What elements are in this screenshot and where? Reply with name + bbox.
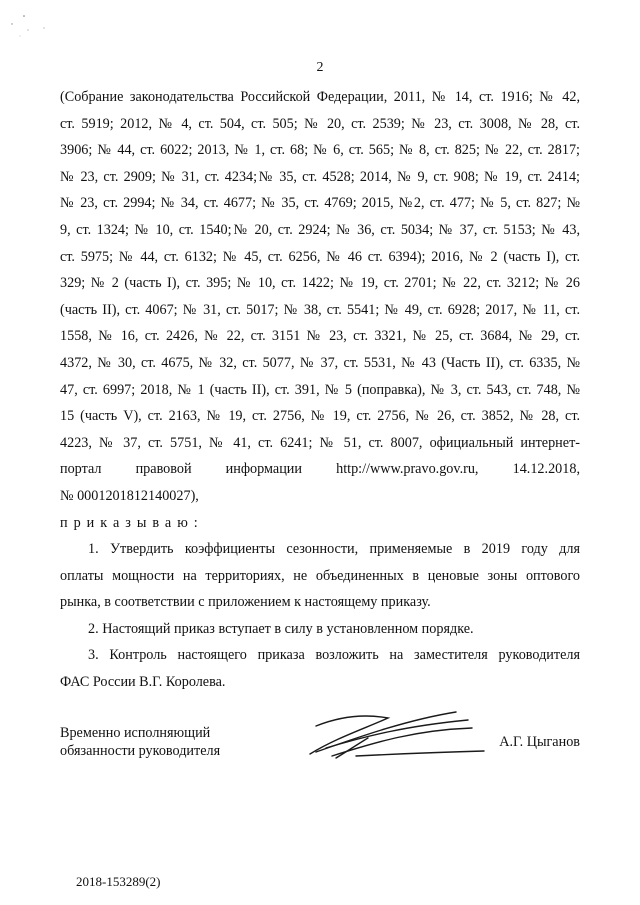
body-line: ст. 5919; 2012, № 4, ст. 504, ст. 505; № 20, ст. 2539; № 23, ст. 3008, № 28, ст. bbox=[60, 115, 580, 132]
item-1-line: оплаты мощности на территориях, не объединенных в ценовые зоны оптового bbox=[60, 567, 580, 584]
document-body bbox=[60, 84, 580, 696]
item-1-line: 1. Утвердить коэффициенты сезонности, применяемые в 2019 году для bbox=[88, 541, 580, 558]
handwritten-signature bbox=[296, 708, 486, 773]
body-line: № 0001201812140027), bbox=[60, 487, 199, 504]
signatory-role-line: Временно исполняющий bbox=[60, 725, 211, 741]
signatory-role bbox=[60, 724, 220, 760]
body-line: 1558, № 16, ст. 2426, № 22, ст. 3151 № 23, ст. 3321, № 25, ст. 3684, № 29, ст. bbox=[60, 328, 580, 345]
body-line: ст. 5975; № 44, ст. 6132; № 45, ст. 6256, № 46 ст. 6394); 2016, № 2 (часть I), ст. bbox=[60, 248, 580, 265]
body-line: портал правовой информации http://www.pravo.gov.ru, 14.12.2018, bbox=[60, 461, 580, 478]
body-line: 47, ст. 6997; 2018, № 1 (часть II), ст. 391, № 5 (поправка), № 3, ст. 543, ст. 748, № bbox=[60, 381, 580, 398]
body-line: № 23, ст. 2994; № 34, ст. 4677; № 35, ст. 4769; 2015, №2, ст. 477; № 5, ст. 827; № bbox=[60, 195, 580, 212]
item-2-line: 2. Настоящий приказ вступает в силу в установленном порядке. bbox=[88, 620, 474, 637]
page-number: 2 bbox=[316, 60, 324, 75]
item-3-line: ФАС России В.Г. Королева. bbox=[60, 674, 226, 691]
item-1-line: рынка, в соответствии с приложением к настоящему приказу. bbox=[60, 594, 431, 611]
body-line: (Собрание законодательства Российской Федерации, 2011, № 14, ст. 1916; № 42, bbox=[60, 89, 580, 105]
body-line: 3906; № 44, ст. 6022; 2013, № 1, ст. 68; № 6, ст. 565; № 8, ст. 825; № 22, ст. 2817; bbox=[60, 142, 580, 159]
signatory-role-line: обязанности руководителя bbox=[60, 743, 221, 759]
order-word: приказываю: bbox=[60, 514, 204, 531]
body-line: № 23, ст. 2909; № 31, ст. 4234;№ 35, ст. 4528; 2014, № 9, ст. 908; № 19, ст. 2414; bbox=[60, 168, 580, 185]
body-line: 4223, № 37, ст. 5751, № 41, ст. 6241; № 51, ст. 8007, официальный интернет- bbox=[60, 434, 580, 451]
document-number: 2018-153289(2) bbox=[76, 874, 161, 889]
signatory-name: А.Г. Цыганов bbox=[499, 734, 580, 750]
body-line: 15 (часть V), ст. 2163, № 19, ст. 2756, № 19, ст. 2756, № 26, ст. 3852, № 28, ст. bbox=[60, 408, 580, 425]
scan-marks bbox=[6, 10, 56, 45]
body-line: 9, ст. 1324; № 10, ст. 1540;№ 20, ст. 2924; № 36, ст. 5034; № 37, ст. 5153; № 43, bbox=[60, 221, 580, 238]
item-3-line: 3. Контроль настоящего приказа возложить на заместителя руководителя bbox=[88, 647, 580, 664]
signature-block bbox=[60, 708, 580, 788]
body-line: (часть II), ст. 4067; № 31, ст. 5017; № 38, ст. 5541; № 49, ст. 6928; 2017, № 11, ст. bbox=[60, 301, 580, 318]
body-line: 4372, № 30, ст. 4675, № 32, ст. 5077, № 37, ст. 5531, № 43 (Часть II), ст. 6335, № bbox=[60, 354, 580, 371]
body-line: 329; № 2 (часть I), ст. 395; № 10, ст. 1422; № 19, ст. 2701; № 22, ст. 3212; № 26 bbox=[60, 275, 580, 292]
